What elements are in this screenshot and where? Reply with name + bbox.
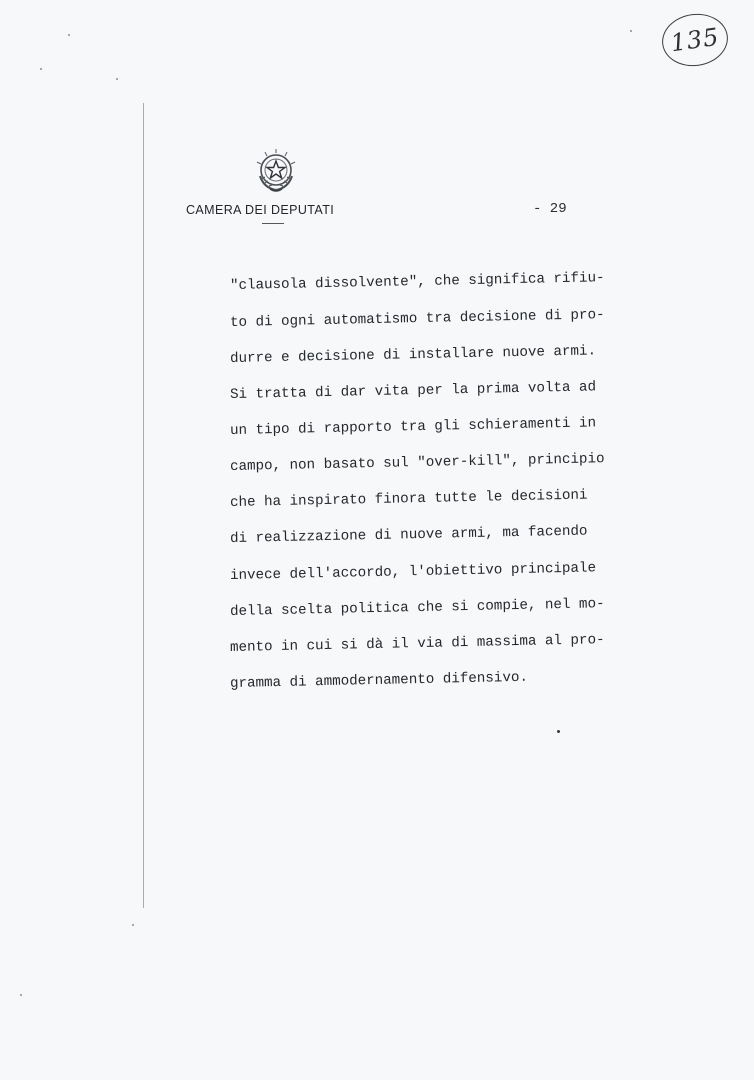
text-line: campo, non basato sul "over-kill", principio xyxy=(229,451,605,475)
text-line: to di ogni automatismo tra decisione di pro- xyxy=(229,307,605,331)
text-line: "clausola dissolvente", che significa rifiu- xyxy=(229,270,605,294)
page-number: - 29 xyxy=(533,201,567,217)
text-line: durre e decisione di installare nuove armi. xyxy=(229,343,597,367)
text-line: mento in cui si dà il via di massima al pro- xyxy=(229,632,605,656)
stray-mark xyxy=(557,730,560,733)
text-line: Si tratta di dar vita per la prima volta ad xyxy=(229,379,597,403)
text-line: gramma di ammodernamento difensivo. xyxy=(229,669,529,692)
institution-name: CAMERA DEI DEPUTATI xyxy=(186,203,335,217)
folio-number: 135 xyxy=(668,22,722,58)
text-line: della scelta politica che si compie, nel mo- xyxy=(229,596,605,620)
text-line: di realizzazione di nuove armi, ma facendo xyxy=(229,523,588,547)
text-line: invece dell'accordo, l'obiettivo principale xyxy=(229,560,597,584)
text-line: che ha inspirato finora tutte le decisioni xyxy=(229,487,588,511)
text-line: un tipo di rapporto tra gli schieramenti in xyxy=(229,415,597,439)
